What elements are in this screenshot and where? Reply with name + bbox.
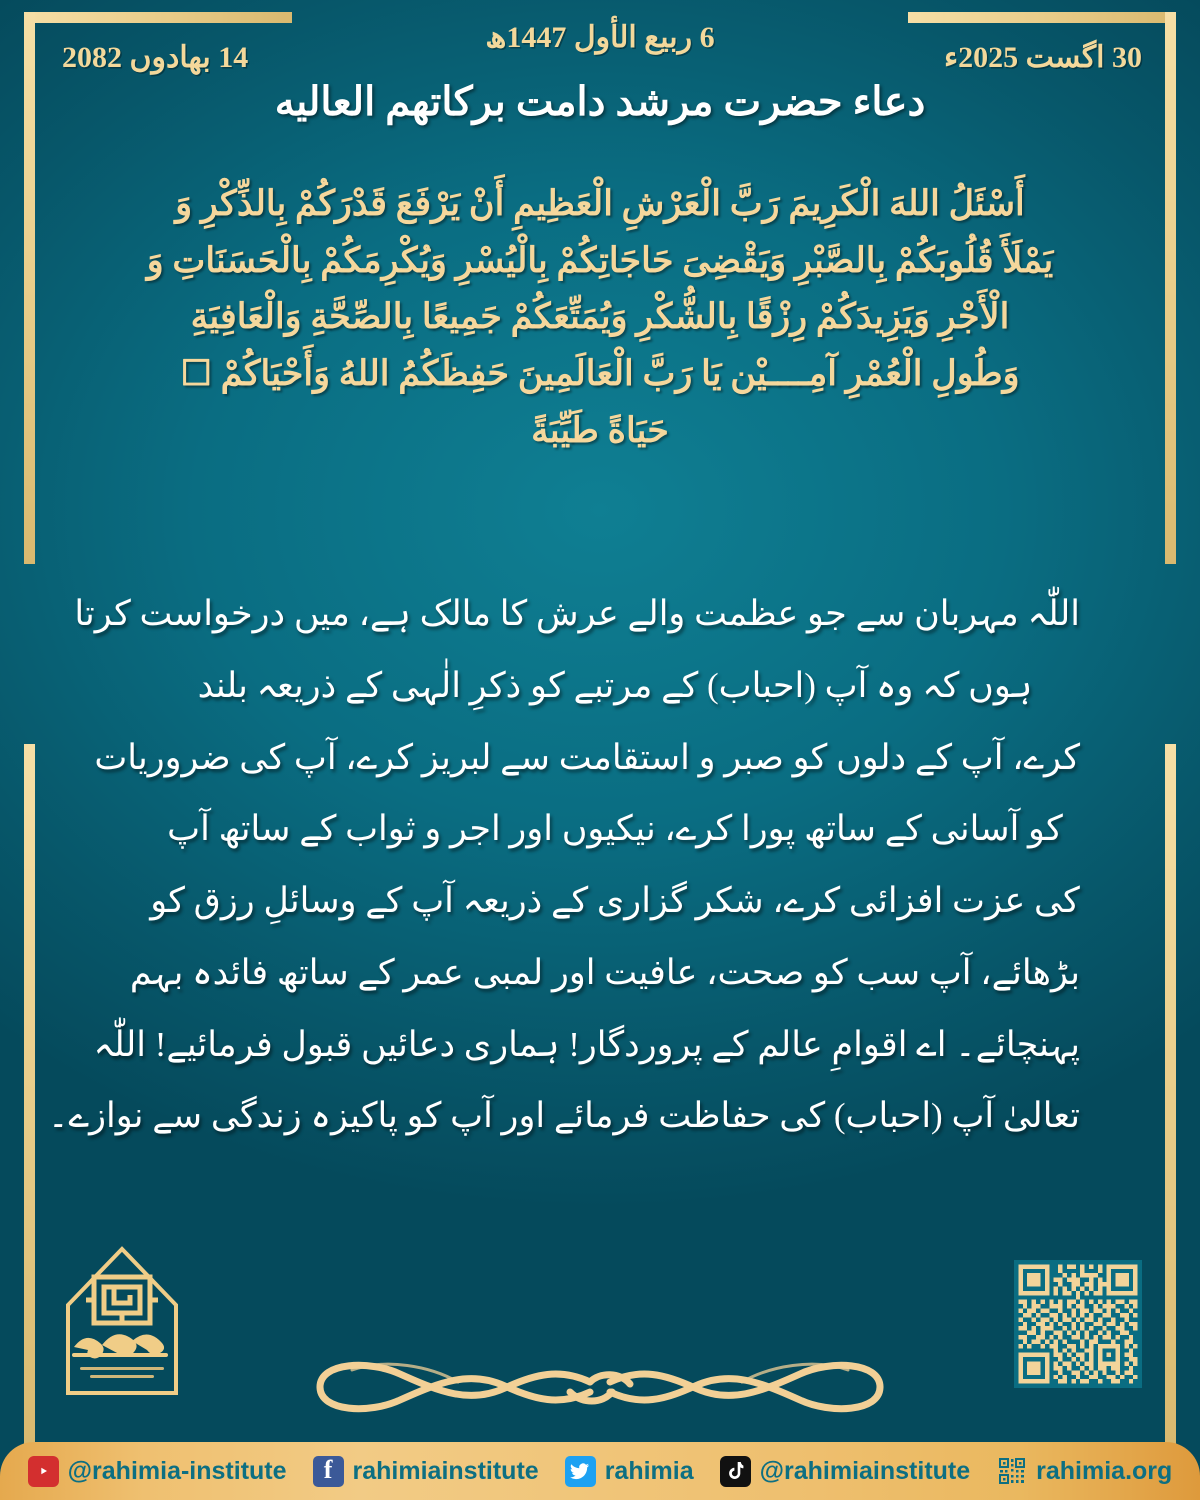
urdu-line: تعالیٰ آپ (احباب) کی حفاظت فرمائے اور آپ کو پاکیزہ زندگی سے نوازے۔ xyxy=(48,1096,1080,1136)
social-link-youtube[interactable] xyxy=(28,1456,287,1487)
social-handle-twitter: rahimia xyxy=(604,1456,694,1485)
social-handle-facebook: rahimiainstitute xyxy=(352,1456,539,1485)
date-gregorian: 30 اگست 2025ء xyxy=(944,41,1142,74)
youtube-icon xyxy=(28,1456,59,1487)
social-link-tiktok[interactable] xyxy=(720,1456,971,1487)
arabic-line: يَمْلَأَ قُلُوبَكُمْ بِالصَّبْرِ وَيَقْضِىَ حَاجَاتِكُمْ بِالْيُسْرِ وَيُكْرِمَكُمْ بِالْحَسَنَاتِ وَ xyxy=(146,240,1054,280)
page-title: دعاء حضرت مرشد دامت بركاتهم العالیه xyxy=(274,79,926,124)
facebook-f-glyph: f xyxy=(323,1455,333,1484)
urdu-line: ہوں کہ وہ آپ (احباب) کے مرتبے کو ذکرِ الٰہی کے ذریعہ بلند xyxy=(197,665,1033,705)
urdu-line: کرے، آپ کے دلوں کو صبر و استقامت سے لبریز کرے، آپ کی ضروریات xyxy=(94,737,1080,777)
urdu-line: پہنچائے۔ اے اقوامِ عالم کے پروردگار! ہماری دعائیں قبول فرمائیے! اللّٰہ xyxy=(93,1024,1080,1064)
urdu-line: کی عزت افزائی کرے، شکر گزاری کے ذریعہ آپ کے وسائلِ رزق کو xyxy=(150,881,1080,920)
arabic-line: حَيَاةً طَيِّبَةً xyxy=(531,410,669,450)
qr-code[interactable] xyxy=(1014,1260,1142,1388)
qr-icon xyxy=(996,1456,1027,1487)
social-link-facebook[interactable] xyxy=(313,1456,539,1487)
urdu-translation-text xyxy=(48,578,1080,1152)
arabic-line: الْأَجْرِ وَيَزِيدَكُمْ رِزْقًا بِالشُّكْرِ وَيُمَتِّعَكُمْ جَمِيعًا بِالصِّحَّةِ وَالْعَافِيَةِ xyxy=(190,297,1010,337)
frame-segment-right-lower xyxy=(1165,744,1176,1444)
urdu-line: اللّٰہ مہربان سے جو عظمت والے عرش کا مالک ہے، میں درخواست کرتا xyxy=(74,594,1080,633)
social-handle-tiktok: @rahimiainstitute xyxy=(759,1456,971,1485)
social-handle-youtube: @rahimia-institute xyxy=(67,1456,287,1485)
urdu-line: بڑھائے، آپ سب کو صحت، عافیت اور لمبی عمر کے ساتھ فائدہ بہم xyxy=(129,952,1080,992)
arabic-line: أَسْئَلُ اللهَ الْكَرِيمَ رَبَّ الْعَرْشِ الْعَظِيمِ أَنْ يَرْفَعَ قَدْرَكُمْ بِالذِّكْرِ وَ xyxy=(175,184,1025,223)
social-link-twitter[interactable] xyxy=(565,1456,694,1487)
rahimia-logo xyxy=(58,1243,186,1395)
urdu-line: کو آسانی کے ساتھ پورا کرے، نیکیوں اور اجر و ثواب کے ساتھ آپ xyxy=(167,809,1063,849)
frame-segment-left-lower xyxy=(24,744,35,1444)
header-dates xyxy=(0,0,1200,150)
facebook-icon xyxy=(313,1456,344,1487)
social-links-bar xyxy=(0,1442,1200,1500)
social-handle-website: rahimia.org xyxy=(1036,1456,1173,1485)
arabic-line: وَطُولِ الْعُمْرِ آمِــــيْن يَا رَبَّ الْعَالَمِينَ حَفِظَكُمُ اللهُ وَأَحْيَاكُمْ ☐ xyxy=(180,354,1020,394)
twitter-icon xyxy=(565,1456,596,1487)
decorative-flourish xyxy=(290,1352,910,1422)
social-link-website[interactable] xyxy=(996,1456,1172,1487)
date-nanakshahi: 14 بھادوں 2082 xyxy=(62,41,249,74)
arabic-dua-text xyxy=(96,176,1104,459)
date-hijri: 6 ربیع الأول 1447ھ xyxy=(485,21,715,54)
tiktok-icon xyxy=(720,1456,751,1487)
